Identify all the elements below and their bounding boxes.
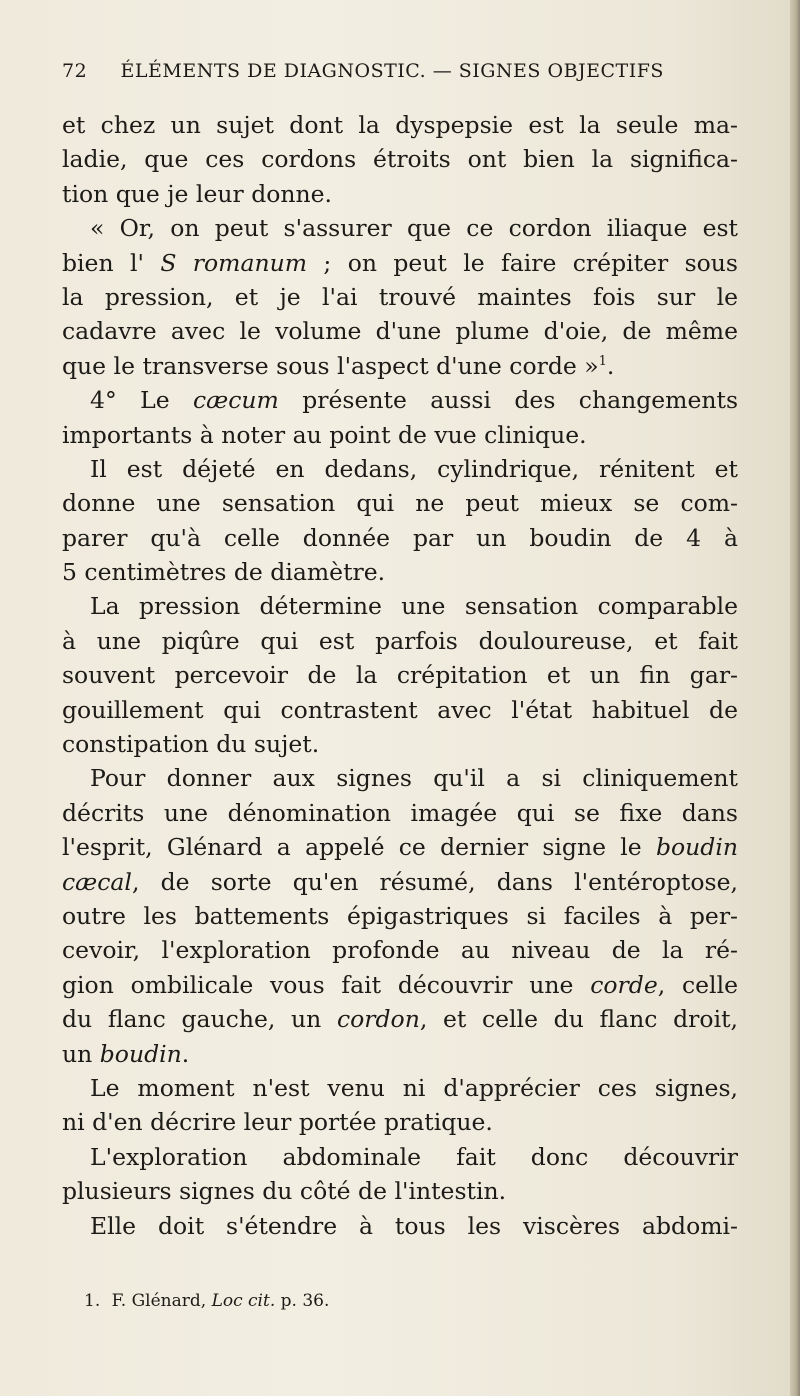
text-line xyxy=(62,177,738,211)
text-line xyxy=(62,555,738,589)
text-line xyxy=(62,418,738,452)
text-segment: . xyxy=(606,351,615,380)
text-segment: plusieurs signes du côté de l'intestin. xyxy=(62,1177,507,1206)
text-segment: du flanc gauche, un xyxy=(62,1005,337,1034)
footnote xyxy=(84,1291,329,1311)
text-line xyxy=(62,452,738,486)
text-segment: souvent percevoir de la crépitation et un fin gar- xyxy=(62,661,738,690)
text-segment: gouillement qui contrastent avec l'état habituel de xyxy=(62,695,738,724)
text-segment: à une piqûre qui est parfois douloureuse, et fait xyxy=(62,626,738,655)
footnote-marker: 1 xyxy=(598,353,607,369)
text-line xyxy=(62,486,738,520)
text-line xyxy=(62,865,738,899)
text-line xyxy=(62,246,738,280)
text-line xyxy=(62,383,738,417)
text-line xyxy=(62,899,738,933)
text-segment: que le transverse sous l'aspect d'une corde » xyxy=(62,351,599,380)
footnote-page: p. 36. xyxy=(280,1291,330,1311)
text-line xyxy=(62,761,738,795)
text-line xyxy=(62,1071,738,1105)
text-line xyxy=(62,280,738,314)
text-segment: l'esprit, Glénard a appelé ce dernier signe le xyxy=(62,833,656,862)
text-line xyxy=(62,1037,738,1071)
text-segment: décrits une dénomination imagée qui se fixe dans xyxy=(62,798,738,827)
italic-term: cæcum xyxy=(192,386,279,415)
text-segment: ; on peut le faire crépiter sous xyxy=(307,248,738,277)
text-line xyxy=(62,211,738,245)
text-segment: , et celle du flanc droit, xyxy=(419,1005,738,1034)
text-segment: La pression détermine une sensation comparable xyxy=(90,592,738,621)
text-segment: tion que je leur donne. xyxy=(62,179,333,208)
text-line xyxy=(62,1002,738,1036)
text-line xyxy=(62,1140,738,1174)
text-segment: et chez un sujet dont la dyspepsie est la seule ma- xyxy=(62,111,738,139)
text-line xyxy=(62,589,738,623)
text-line xyxy=(62,1105,738,1139)
text-line xyxy=(62,796,738,830)
text-line xyxy=(62,968,738,1002)
text-segment: , celle xyxy=(657,970,738,999)
text-segment: donne une sensation qui ne peut mieux se com- xyxy=(62,489,738,518)
text-segment: ni d'en décrire leur portée pratique. xyxy=(62,1108,493,1137)
text-line xyxy=(62,108,738,142)
text-segment: cadavre avec le volume d'une plume d'oie, de même xyxy=(62,317,738,346)
text-line xyxy=(62,830,738,864)
text-line xyxy=(62,658,738,692)
text-segment: 5 centimètres de diamètre. xyxy=(62,558,386,587)
italic-term: boudin xyxy=(99,1039,182,1068)
text-line xyxy=(62,933,738,967)
running-header xyxy=(62,60,702,90)
page-number: 72 xyxy=(62,60,88,82)
footnote-author: F. Glénard, xyxy=(111,1291,207,1311)
text-line xyxy=(62,142,738,176)
footnote-number: 1. xyxy=(84,1291,101,1311)
italic-term: corde xyxy=(590,970,658,999)
text-segment: gion ombilicale vous fait découvrir une xyxy=(62,970,591,999)
text-segment: Le moment n'est venu ni d'apprécier ces signes, xyxy=(90,1073,738,1102)
text-segment: importants à noter au point de vue clinique. xyxy=(62,420,587,449)
text-line xyxy=(62,521,738,555)
text-line xyxy=(62,727,738,761)
text-segment: un xyxy=(62,1039,100,1068)
text-segment: 4° Le xyxy=(90,386,193,415)
text-segment: Elle doit s'étendre à tous les viscères abdomi- xyxy=(90,1211,738,1240)
italic-term: cæcal xyxy=(62,867,132,896)
text-segment: parer qu'à celle donnée par un boudin de 4 à xyxy=(62,523,738,552)
body-text xyxy=(62,108,738,1243)
italic-term: boudin xyxy=(655,833,738,862)
text-segment: Il est déjeté en dedans, cylindrique, rénitent et xyxy=(90,454,738,483)
running-title: ÉLÉMENTS DE DIAGNOSTIC. — SIGNES OBJECTIFS xyxy=(120,60,664,82)
text-segment: outre les battements épigastriques si faciles à per- xyxy=(62,901,738,930)
italic-term: S romanum xyxy=(160,248,308,277)
page-edge xyxy=(790,0,800,1396)
text-segment: . xyxy=(181,1039,190,1068)
text-line xyxy=(62,1209,738,1243)
text-line xyxy=(62,314,738,348)
text-line xyxy=(62,349,738,383)
italic-term: cordon xyxy=(336,1005,420,1034)
text-segment: la pression, et je l'ai trouvé maintes fois sur le xyxy=(62,282,738,311)
text-line xyxy=(62,693,738,727)
text-line xyxy=(62,1174,738,1208)
text-segment: constipation du sujet. xyxy=(62,730,320,759)
text-segment: présente aussi des changements xyxy=(278,386,738,415)
text-segment: , de sorte qu'en résumé, dans l'entéroptose, xyxy=(131,867,738,896)
text-segment: bien l' xyxy=(62,248,161,277)
text-segment: L'exploration abdominale fait donc découvrir xyxy=(90,1142,738,1171)
footnote-reference: Loc cit. xyxy=(211,1291,276,1311)
text-segment: Pour donner aux signes qu'il a si cliniquement xyxy=(90,764,738,793)
text-segment: cevoir, l'exploration profonde au niveau de la ré- xyxy=(62,936,738,965)
text-segment: « Or, on peut s'assurer que ce cordon iliaque est xyxy=(90,214,738,243)
text-segment: ladie, que ces cordons étroits ont bien la significa- xyxy=(62,145,738,174)
text-line xyxy=(62,624,738,658)
